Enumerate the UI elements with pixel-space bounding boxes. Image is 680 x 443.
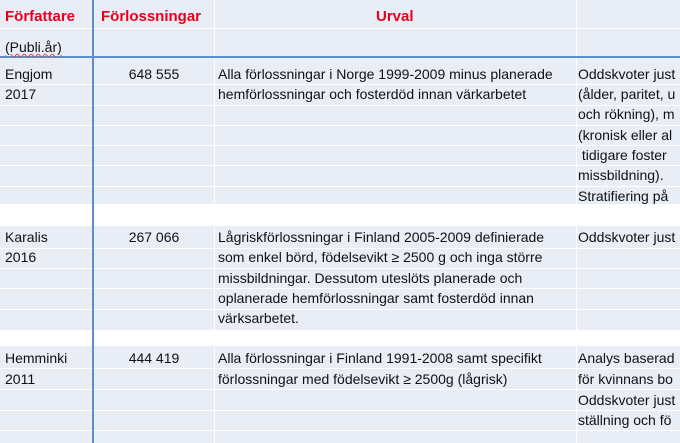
gridline: [0, 330, 680, 331]
row1-analysis-line: Stratifiering på: [578, 188, 669, 204]
row2-selection-line: värksarbetet.: [218, 310, 299, 326]
row2-selection-line: missbildningar. Dessutom uteslöts planerade och: [218, 270, 523, 286]
row1-analysis-line: tidigare foster: [578, 147, 667, 163]
row1-analysis-line: (kronisk eller al: [578, 127, 673, 143]
header-divider: [0, 56, 680, 58]
row1-analysis-line: missbildning).: [578, 167, 664, 183]
row2-author: Karalis: [5, 229, 48, 245]
row2-count: 267 066: [128, 229, 180, 245]
row3-count: 444 419: [128, 350, 180, 366]
row3-year: 2011: [5, 371, 36, 387]
row1-analysis-line: Oddskvoter just: [578, 66, 676, 82]
gridline: [214, 0, 215, 443]
row3-selection-line: Alla förlossningar i Finland 1991-2008 samt specifikt: [218, 350, 542, 366]
row1-year: 2017: [5, 86, 37, 102]
row3-analysis-line: ställning och fö: [578, 412, 672, 428]
row2-selection-line: oplanerade hemförlossningar samt fosterdöd innan: [218, 290, 534, 306]
header-selection: Urval: [376, 8, 414, 25]
gridline: [0, 430, 680, 431]
row2-analysis-line: Oddskvoter just: [578, 229, 676, 245]
row1-analysis-line: och rökning), m: [578, 106, 675, 122]
row2-year: 2016: [5, 249, 37, 265]
row2-selection-line: Lågriskförlossningar i Finland 2005-2009 definierade: [218, 229, 545, 245]
row1-count: 648 555: [128, 66, 180, 82]
row3-selection-line: förlossningar med födelsevikt ≥ 2500g (lågrisk): [218, 371, 508, 387]
row3-analysis-line: för kvinnans bo: [578, 371, 673, 387]
header-author: Författare: [5, 8, 76, 25]
row1-selection-line: Alla förlossningar i Norge 1999-2009 minus planerade: [218, 66, 553, 82]
gridline: [576, 0, 577, 443]
year-sub-text: (Publi.år): [5, 39, 62, 55]
row2-selection-line: som enkel börd, födelsevikt ≥ 2500 g och inga större: [218, 249, 543, 265]
header-year-sub: [5, 37, 62, 57]
row3-analysis-line: Oddskvoter just: [578, 392, 676, 408]
row1-author: Engjom: [5, 66, 53, 82]
row1-analysis-line: (ålder, paritet, u: [578, 86, 676, 102]
row3-analysis-line: Analys baserad: [578, 350, 675, 366]
row3-author: Hemminki: [5, 350, 68, 366]
gridline: [0, 28, 680, 29]
row1-selection-line: hemförlossningar och fosterdöd innan värkarbetet: [218, 86, 527, 102]
gridline: [0, 309, 680, 310]
header-deliveries: Förlossningar: [101, 8, 202, 25]
